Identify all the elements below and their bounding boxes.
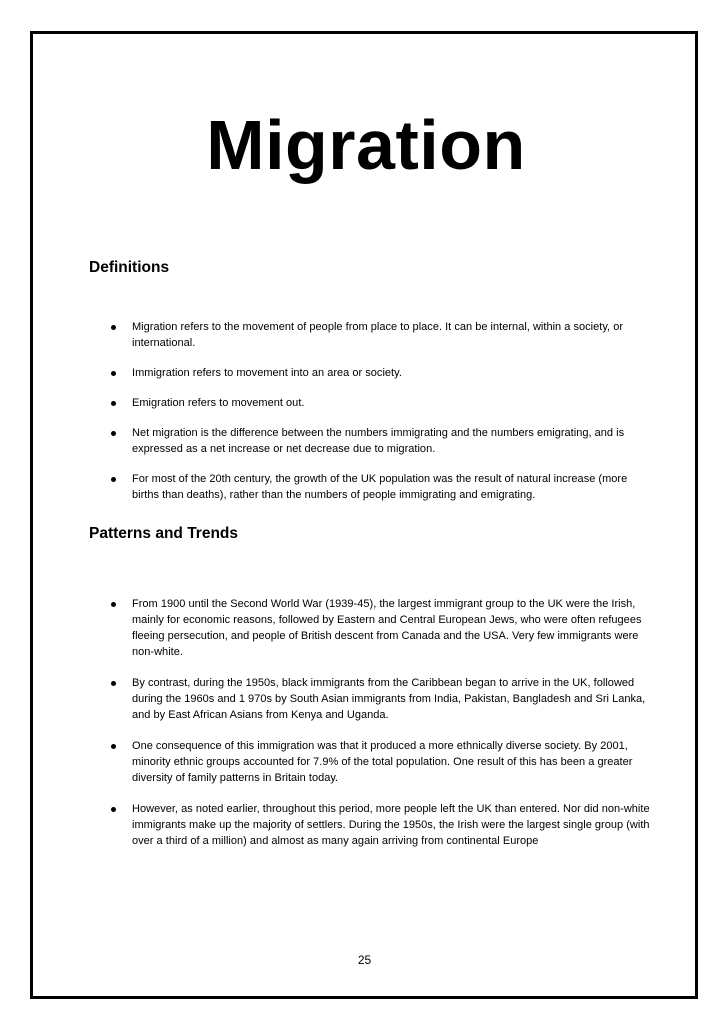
bullet-icon — [111, 401, 116, 406]
bullet-icon — [111, 807, 116, 812]
list-item-text: Immigration refers to movement into an area or society. — [132, 367, 402, 379]
patterns-heading: Patterns and Trends — [89, 525, 239, 542]
list-item — [105, 596, 650, 660]
list-item — [105, 738, 650, 786]
list-item-text: Emigration refers to movement out. — [132, 397, 305, 409]
list-item-text: From 1900 until the Second World War (1939-45), the largest immigrant group to the UK were the Irish, mainly for economic reasons, followed by Eastern and Central European Jews, who were often refugees fleeing persecution, and people of British descent from Canada and the USA. Very few immigrants were non-white. — [132, 598, 642, 658]
definitions-list — [105, 319, 650, 517]
list-item-text: However, as noted earlier, throughout this period, more people left the UK than entered. Nor did non-white immigrants make up the majority of settlers. During the 1950s, the Irish were the largest single group (with over a third of a million) and almost as many again arriving from continental Europe — [132, 803, 650, 847]
list-item — [105, 395, 650, 411]
list-item — [105, 471, 650, 503]
bullet-icon — [111, 602, 116, 607]
list-item-text: Net migration is the difference between the numbers immigrating and the numbers emigrating, and is expressed as a net increase or net decrease due to migration. — [132, 427, 625, 455]
page-number: 25 — [357, 953, 372, 967]
patterns-list — [105, 596, 650, 864]
bullet-icon — [111, 681, 116, 686]
list-item — [105, 801, 650, 849]
list-item — [105, 319, 650, 351]
list-item-text: One consequence of this immigration was that it produced a more ethnically diverse society. By 2001, minority ethnic groups accounted for 7.9% of the total population. One result of this has been a greater diversity of family patterns in Britain today. — [132, 740, 633, 784]
list-item — [105, 365, 650, 381]
list-item-text: For most of the 20th century, the growth of the UK population was the result of natural increase (more births than deaths), rather than the numbers of people immigrating and emigrating. — [132, 473, 628, 501]
bullet-icon — [111, 431, 116, 436]
list-item — [105, 425, 650, 457]
bullet-icon — [111, 477, 116, 482]
list-item-text: By contrast, during the 1950s, black immigrants from the Caribbean began to arrive in the UK, followed during the 1960s and 1 970s by South Asian immigrants from India, Pakistan, Bangladesh and Sri Lanka, and by East African Asians from Kenya and Uganda. — [132, 677, 646, 721]
list-item-text: Migration refers to the movement of people from place to place. It can be internal, within a society, or international. — [132, 321, 624, 349]
bullet-icon — [111, 371, 116, 376]
list-item — [105, 675, 650, 723]
page-title: Migration — [206, 106, 526, 184]
definitions-heading: Definitions — [89, 259, 170, 276]
bullet-icon — [111, 325, 116, 330]
bullet-icon — [111, 744, 116, 749]
